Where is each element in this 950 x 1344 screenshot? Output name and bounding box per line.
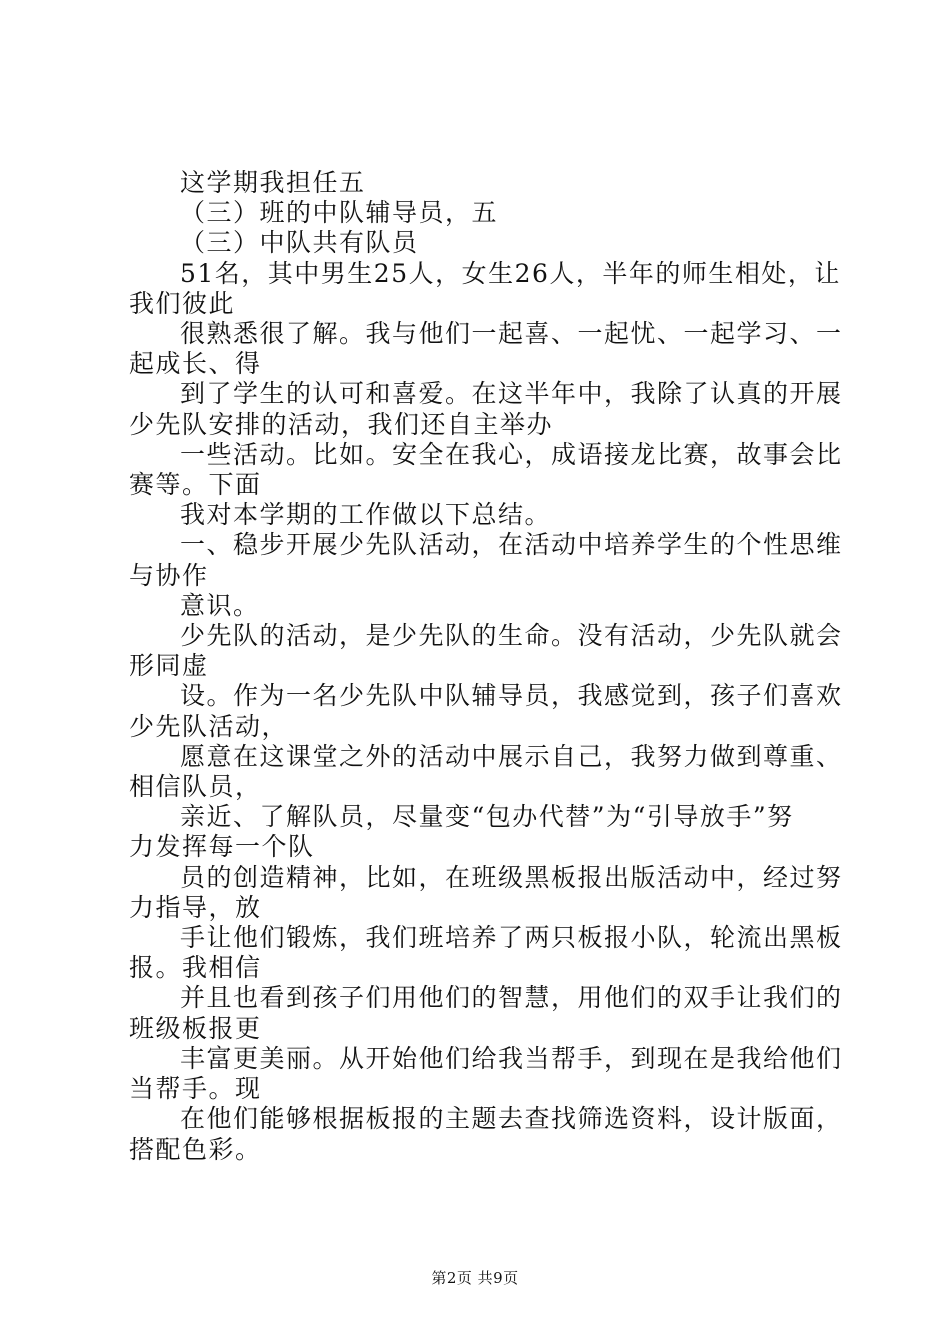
page-footer: 第2页 共9页 (431, 1269, 519, 1287)
paragraph-first-line: 在他们能够根据板报的主题去查找筛选资料，设计版面， (180, 1104, 843, 1134)
paragraph (129, 863, 849, 923)
paragraph-first-line: 手让他们锻炼，我们班培养了两只板报小队，轮流出黑板 (180, 923, 843, 953)
paragraph-first-line: 意识。 (180, 590, 260, 620)
paragraph-first-line: （三）中队共有队员 (180, 228, 419, 258)
paragraph-continuation-line: 力指导，放 (129, 892, 262, 922)
paragraph (129, 681, 849, 741)
paragraph (129, 621, 849, 681)
paragraph-continuation-line: 搭配色彩。 (129, 1134, 262, 1164)
paragraph-first-line: 一、稳步开展少先队活动，在活动中培养学生的个性思维 (180, 530, 843, 560)
paragraph (129, 168, 849, 198)
paragraph-continuation-line: 班级板报更 (129, 1013, 262, 1043)
paragraph (129, 440, 849, 500)
paragraph (129, 198, 849, 228)
paragraph-first-line: 很熟悉很了解。我与他们一起喜、一起忧、一起学习、一 (180, 319, 843, 349)
paragraph (129, 1044, 849, 1104)
paragraph-first-line: 设。作为一名少先队中队辅导员，我感觉到，孩子们喜欢 (180, 681, 843, 711)
paragraph-continuation-line: 形同虚 (129, 651, 209, 681)
paragraph (129, 923, 849, 983)
paragraph (129, 379, 849, 439)
paragraph-continuation-line: 赛等。下面 (129, 470, 262, 500)
paragraph-first-line: 员的创造精神，比如，在班级黑板报出版活动中，经过努 (180, 862, 843, 892)
paragraph-continuation-line: 少先队安排的活动，我们还自主举办 (129, 409, 554, 439)
paragraph-first-line: 愿意在这课堂之外的活动中展示自己，我努力做到尊重、 (180, 741, 843, 771)
paragraph (129, 500, 849, 530)
paragraph-continuation-line: 力发挥每一个队 (129, 832, 315, 862)
paragraph-first-line: 到了学生的认可和喜爱。在这半年中，我除了认真的开展 (180, 379, 843, 409)
paragraph-continuation-line: 起成长、得 (129, 349, 262, 379)
paragraph (129, 228, 849, 258)
paragraph (129, 591, 849, 621)
paragraph-first-line: 一些活动。比如。安全在我心，成语接龙比赛，故事会比 (180, 439, 843, 469)
paragraph-continuation-line: 少先队活动， (129, 711, 289, 741)
paragraph-first-line: 丰富更美丽。从开始他们给我当帮手，到现在是我给他们 (180, 1043, 843, 1073)
paragraph (129, 259, 849, 319)
paragraph-continuation-line: 与协作 (129, 560, 209, 590)
document-body (129, 168, 849, 1165)
paragraph-first-line: 少先队的活动，是少先队的生命。没有活动，少先队就会 (180, 621, 843, 651)
paragraph-first-line: 这学期我担任五 (180, 168, 366, 197)
paragraph (129, 1104, 849, 1164)
paragraph (129, 319, 849, 379)
paragraph-continuation-line: 报。我相信 (129, 953, 262, 983)
paragraph-first-line: 并且也看到孩子们用他们的智慧，用他们的双手让我们的 (180, 983, 843, 1013)
paragraph-first-line: （三）班的中队辅导员，五 (180, 198, 499, 228)
paragraph (129, 530, 849, 590)
paragraph-continuation-line: 当帮手。现 (129, 1074, 262, 1104)
paragraph-first-line: 51名，其中男生25人，女生26人，半年的师生相处，让 (180, 258, 841, 288)
paragraph (129, 742, 849, 802)
paragraph (129, 802, 849, 862)
paragraph-continuation-line: 我们彼此 (129, 288, 236, 318)
paragraph (129, 983, 849, 1043)
paragraph-continuation-line: 相信队员， (129, 772, 262, 802)
paragraph-first-line: 亲近、了解队员，尽量变“包办代替”为“引导放手”努 (180, 802, 794, 832)
paragraph-first-line: 我对本学期的工作做以下总结。 (180, 500, 552, 530)
